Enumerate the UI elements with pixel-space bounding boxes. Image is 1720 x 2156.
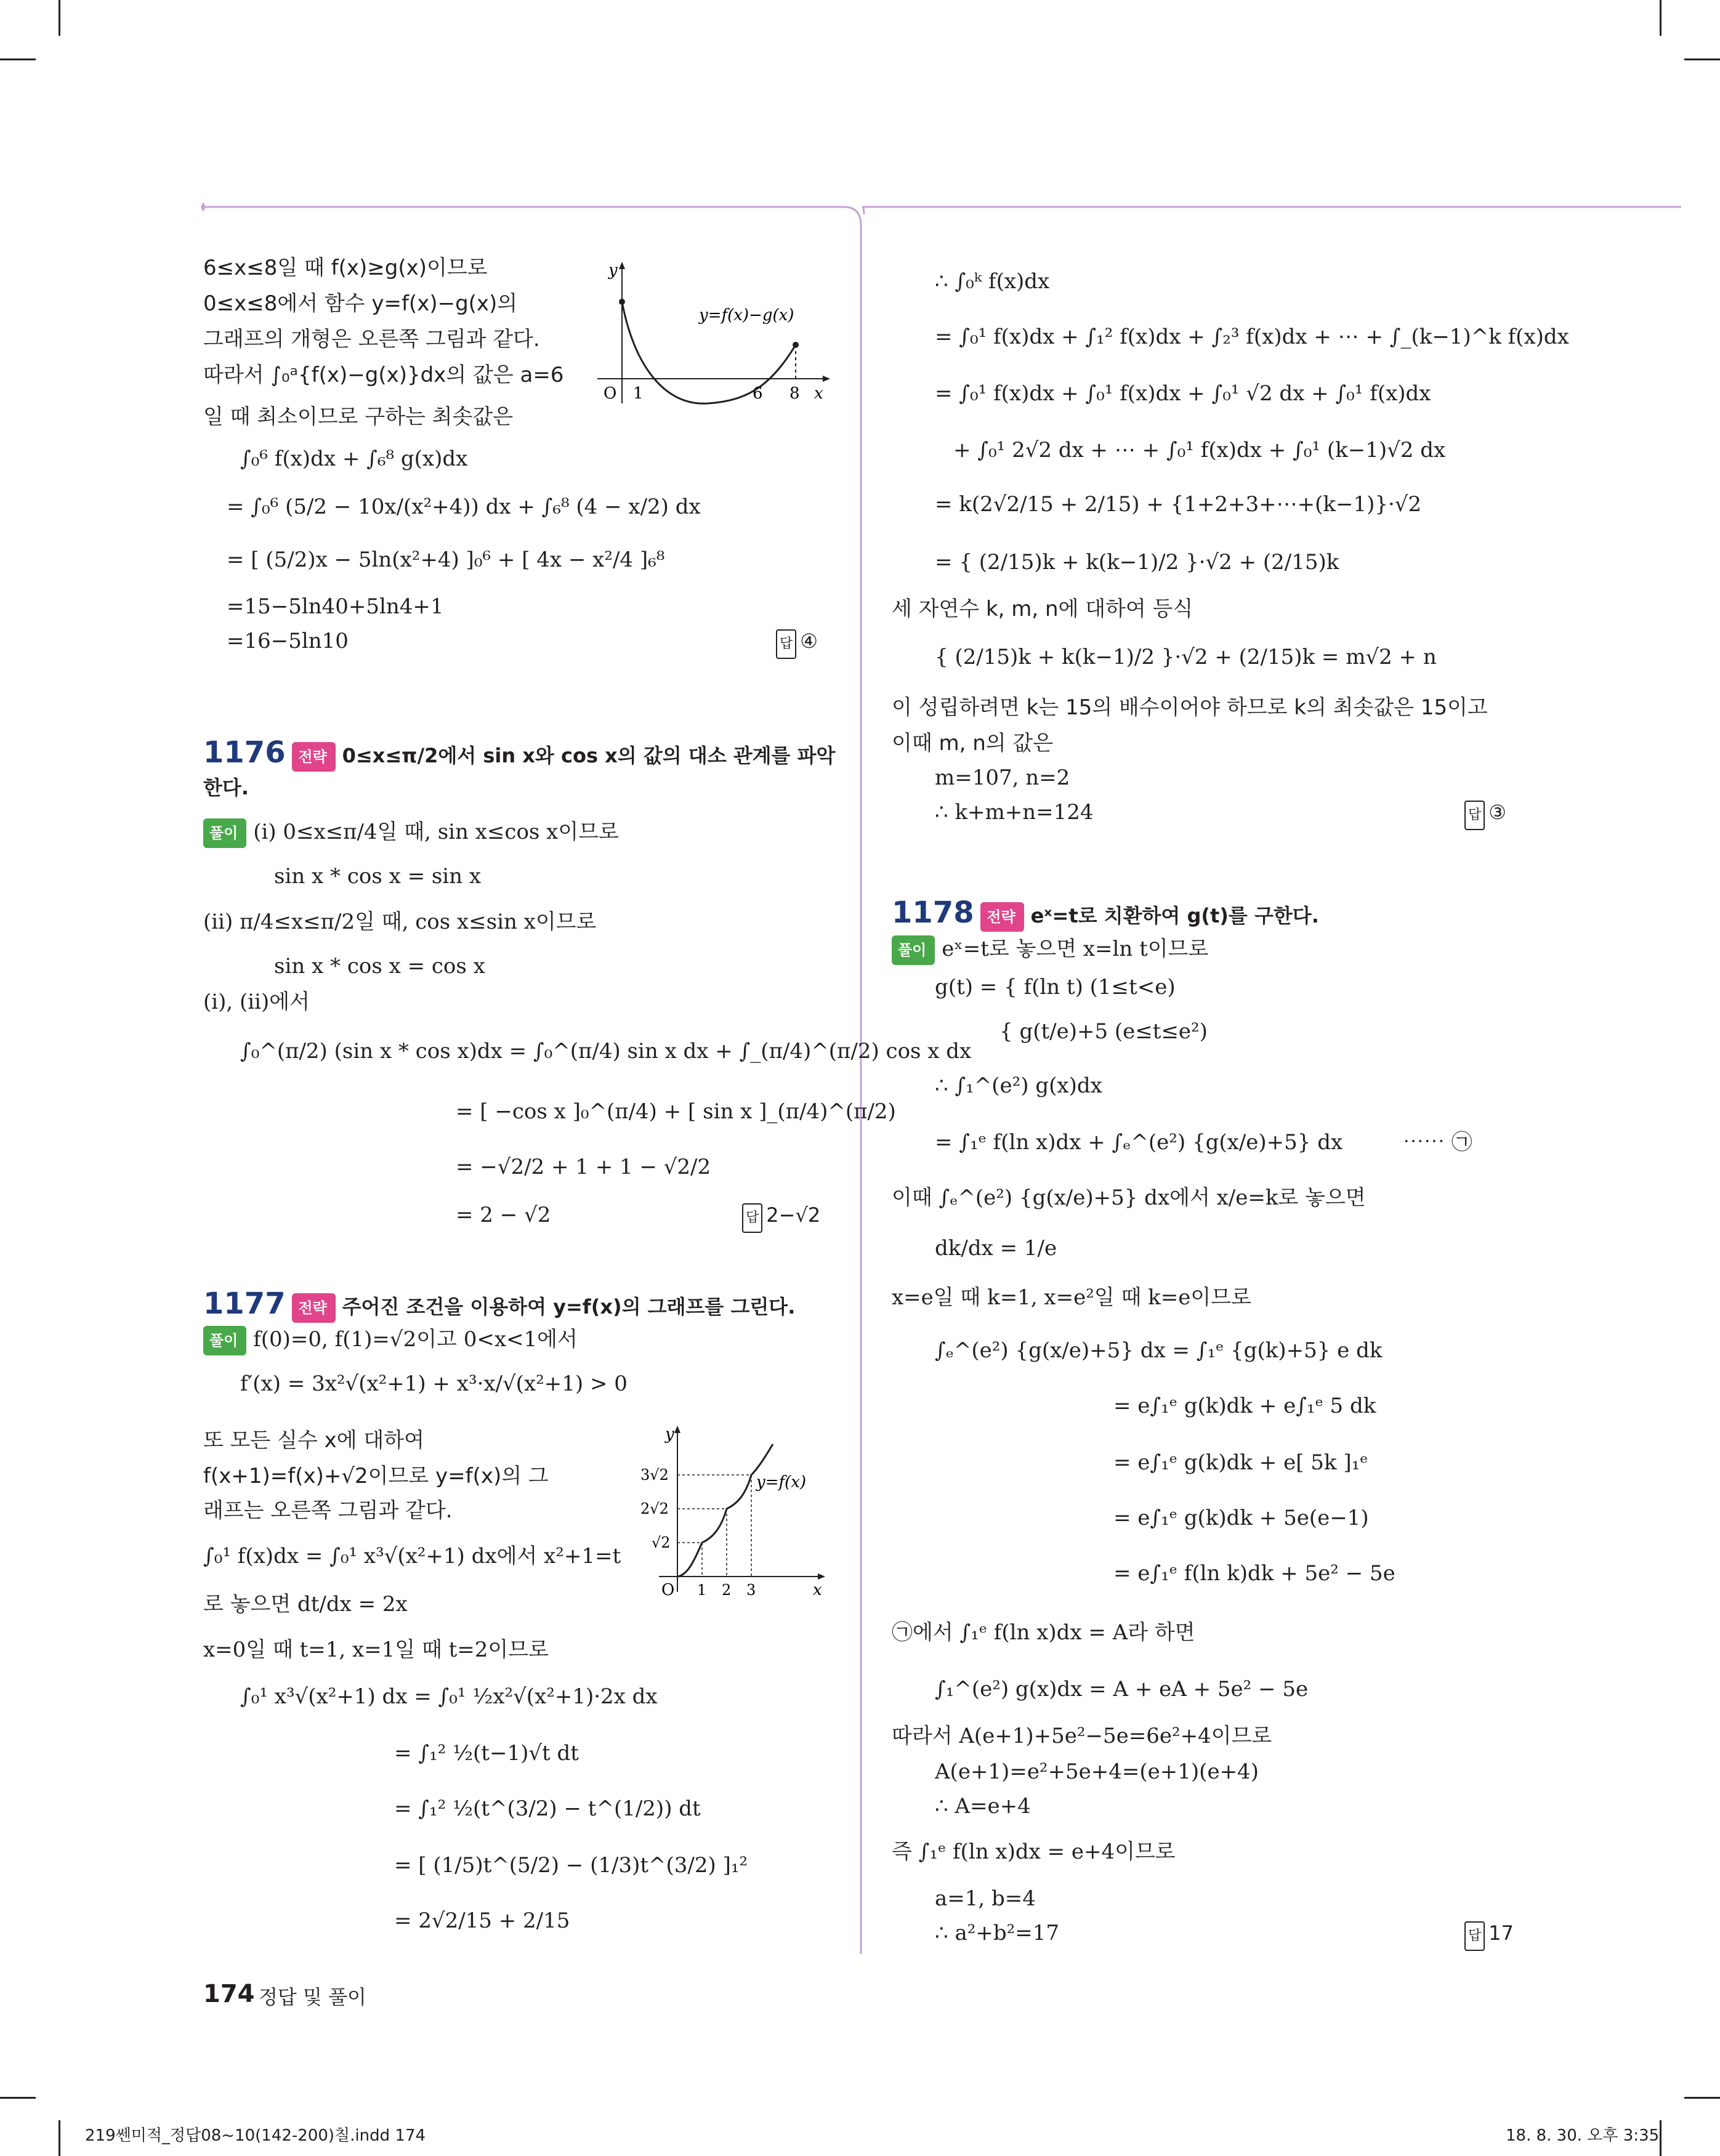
strategy-text: eˣ=t로 치환하여 g(t)를 구한다. bbox=[1030, 904, 1319, 927]
axis-label: x bbox=[813, 1581, 822, 1599]
math-line: = e∫₁ᵉ f(ln k)dk + 5e² − 5e bbox=[1113, 1561, 1395, 1586]
strategy-tag: 전략 bbox=[980, 902, 1024, 932]
graph-f-minus-g bbox=[597, 262, 831, 416]
text-line: 또 모든 실수 x에 대하여 bbox=[203, 1428, 424, 1453]
problem-header bbox=[892, 895, 1319, 932]
footer-title: 정답 및 풀이 bbox=[259, 1985, 366, 2009]
crop-mark bbox=[59, 2120, 60, 2156]
tick-label: 8 bbox=[789, 384, 800, 403]
tick-label: 1 bbox=[697, 1581, 707, 1599]
math-line: { (2/15)k + k(k−1)/2 }·√2 + (2/15)k = m√2 + n bbox=[935, 645, 1437, 669]
math-line: = { (2/15)k + k(k−1)/2 }·√2 + (2/15)k bbox=[935, 550, 1339, 575]
math-line: (ⅰ), (ⅱ)에서 bbox=[203, 990, 310, 1014]
tick-label: 6 bbox=[753, 384, 763, 403]
problem-number: 1178 bbox=[892, 895, 974, 930]
math-line: (ⅱ) π/4≤x≤π/2일 때, cos x≤sin x이므로 bbox=[203, 910, 597, 934]
math-line: sin x * cos x = sin x bbox=[274, 864, 482, 889]
problem-number: 1177 bbox=[203, 1286, 286, 1321]
slug-date: 18. 8. 30. 오후 3:35 bbox=[1506, 2126, 1660, 2145]
math-line: sin x * cos x = cos x bbox=[274, 954, 485, 979]
text-line: 6≤x≤8일 때 f(x)≥g(x)이므로 bbox=[203, 256, 488, 280]
text-line: 이 성립하려면 k는 15의 배수이어야 하므로 k의 최솟값은 15이고 bbox=[892, 695, 1488, 720]
answer-mark: 답 17 bbox=[1464, 1920, 1514, 1951]
answer-tag: 답 bbox=[1464, 801, 1485, 830]
problem-header bbox=[203, 735, 836, 772]
tick-label: 2√2 bbox=[640, 1500, 669, 1517]
math-line: = k(2√2/15 + 2/15) + {1+2+3+⋯+(k−1)}·√2 bbox=[935, 492, 1422, 517]
math-line: = e∫₁ᵉ g(k)dk + e[ 5k ]₁ᵉ bbox=[1113, 1450, 1368, 1475]
crop-mark bbox=[1660, 2120, 1661, 2156]
text-line: 0≤x≤8에서 함수 y=f(x)−g(x)의 bbox=[203, 291, 518, 316]
math-line: = [ −cos x ]₀^(π/4) + [ sin x ]_(π/4)^(π/2) bbox=[456, 1099, 896, 1124]
text-line: 세 자연수 k, m, n에 대하여 등식 bbox=[892, 597, 1193, 621]
tick-label: 3 bbox=[746, 1581, 756, 1599]
math-line: = e∫₁ᵉ g(k)dk + 5e(e−1) bbox=[1113, 1506, 1369, 1530]
math-line: 이때 ∫ₑ^(e²) {g(x/e)+5} dx에서 x/e=k로 놓으면 bbox=[892, 1185, 1366, 1210]
origin-label: O bbox=[604, 384, 617, 403]
solution-tag: 풀이 bbox=[892, 935, 935, 965]
math-line: m=107, n=2 bbox=[935, 765, 1070, 790]
answer-mark: 답 ④ bbox=[776, 628, 818, 659]
math-line: 로 놓으면 dt/dx = 2x bbox=[203, 1592, 408, 1617]
origin-label: O bbox=[661, 1581, 675, 1599]
math-line: x=e일 때 k=1, x=e²일 때 k=e이므로 bbox=[892, 1285, 1251, 1310]
math-line: 즉 ∫₁ᵉ f(ln x)dx = e+4이므로 bbox=[892, 1839, 1176, 1864]
tick-label: 1 bbox=[633, 384, 644, 403]
math-line: f′(x) = 3x²√(x²+1) + x³·x/√(x²+1) > 0 bbox=[240, 1371, 628, 1396]
tick-label: 3√2 bbox=[640, 1466, 669, 1484]
answer-mark: 답 2−√2 bbox=[742, 1201, 820, 1233]
math-line: = [ (1/5)t^(5/2) − (1/3)t^(3/2) ]₁² bbox=[394, 1853, 748, 1878]
math-line: = ∫₁² ½(t^(3/2) − t^(1/2)) dt bbox=[394, 1796, 701, 1821]
math-line: = ∫₁ᵉ f(ln x)dx + ∫ₑ^(e²) {g(x/e)+5} dx bbox=[935, 1130, 1343, 1155]
text-line: 래프는 오른쪽 그림과 같다. bbox=[203, 1498, 453, 1523]
solution-tag: 풀이 bbox=[203, 1326, 246, 1355]
math-line: A(e+1)=e²+5e+4=(e+1)(e+4) bbox=[935, 1759, 1259, 1784]
answer-tag: 답 bbox=[742, 1203, 762, 1233]
crop-mark bbox=[1660, 0, 1661, 36]
page-number: 174 bbox=[203, 1980, 255, 2008]
slug-file: 219쎈미적_정답08~10(142-200)칠.indd 174 bbox=[85, 2126, 426, 2145]
math-line: ∫ₑ^(e²) {g(x/e)+5} dx = ∫₁ᵉ {g(k)+5} e dk bbox=[935, 1338, 1383, 1363]
math-line: =15−5ln40+5ln4+1 bbox=[227, 594, 444, 619]
math-line: + ∫₀¹ 2√2 dx + ⋯ + ∫₀¹ f(x)dx + ∫₀¹ (k−1)√2 dx bbox=[953, 438, 1446, 462]
text-line: 일 때 최소이므로 구하는 최솟값은 bbox=[203, 405, 514, 429]
answer-mark: 답 ③ bbox=[1464, 799, 1506, 830]
answer-tag: 답 bbox=[1464, 1921, 1485, 1951]
strategy-tag: 전략 bbox=[292, 1293, 335, 1323]
math-line: = ∫₀¹ f(x)dx + ∫₁² f(x)dx + ∫₂³ f(x)dx + ⋯ + ∫_(k−1)^k f(x)dx bbox=[935, 325, 1569, 349]
math-line: 따라서 A(e+1)+5e²−5e=6e²+4이므로 bbox=[892, 1724, 1272, 1748]
math-line: = −√2/2 + 1 + 1 − √2/2 bbox=[456, 1155, 711, 1179]
math-line: =16−5ln10 bbox=[227, 629, 349, 653]
solution-line: 풀이 eˣ=t로 놓으면 x=ln t이므로 bbox=[892, 935, 1208, 965]
math-line: g(t) = { f(ln t) (1≤t<e) bbox=[935, 975, 1176, 999]
math-line: = ∫₁² ½(t−1)√t dt bbox=[394, 1741, 579, 1766]
strategy-text: 한다. bbox=[203, 776, 249, 799]
math-line: a=1, b=4 bbox=[935, 1886, 1036, 1911]
math-line: x=0일 때 t=1, x=1일 때 t=2이므로 bbox=[203, 1637, 549, 1662]
math-line: = 2√2/15 + 2/15 bbox=[394, 1908, 570, 1933]
crop-mark bbox=[59, 0, 60, 36]
strategy-tag: 전략 bbox=[292, 742, 335, 772]
strategy-text: 0≤x≤π/2에서 sin x와 cos x의 값의 대소 관계를 파악 bbox=[342, 744, 836, 767]
math-line: ∴ ∫₁^(e²) g(x)dx bbox=[935, 1073, 1102, 1098]
curve-label: y=f(x)−g(x) bbox=[699, 306, 794, 325]
problem-number: 1176 bbox=[203, 735, 286, 770]
text-line: 이때 m, n의 값은 bbox=[892, 731, 1054, 756]
math-line: ∫₁^(e²) g(x)dx = A + eA + 5e² − 5e bbox=[935, 1677, 1309, 1702]
tick-label: √2 bbox=[652, 1534, 671, 1551]
text-line: f(x+1)=f(x)+√2이므로 y=f(x)의 그 bbox=[203, 1464, 549, 1488]
math-line: { g(t/e)+5 (e≤t≤e²) bbox=[999, 1019, 1208, 1044]
math-line: ∫₀¹ f(x)dx = ∫₀¹ x³√(x²+1) dx에서 x²+1=t bbox=[203, 1544, 621, 1569]
math-line: ∫₀⁶ f(x)dx + ∫₆⁸ g(x)dx bbox=[240, 446, 468, 471]
equation-marker: ⋯⋯ ㉠ bbox=[1403, 1130, 1472, 1155]
math-line: ∴ k+m+n=124 bbox=[935, 800, 1094, 825]
math-line: dk/dx = 1/e bbox=[935, 1236, 1057, 1261]
solution-tag: 풀이 bbox=[203, 818, 246, 848]
crop-mark bbox=[0, 59, 36, 60]
math-line: = 2 − √2 bbox=[456, 1203, 551, 1227]
math-line: = [ (5/2)x − 5ln(x²+4) ]₀⁶ + [ 4x − x²/4 ]₆⁸ bbox=[227, 547, 665, 572]
curve-label: y=f(x) bbox=[756, 1473, 807, 1492]
math-line: = ∫₀⁶ (5/2 − 10x/(x²+4)) dx + ∫₆⁸ (4 − x/2) dx bbox=[227, 495, 701, 519]
math-line: ∫₀¹ x³√(x²+1) dx = ∫₀¹ ½x²√(x²+1)·2x dx bbox=[240, 1684, 658, 1709]
tick-label: 2 bbox=[722, 1581, 732, 1599]
axis-label: x bbox=[814, 384, 823, 403]
math-line: ∴ ∫₀ᵏ f(x)dx bbox=[935, 269, 1050, 294]
axis-label: y bbox=[665, 1426, 674, 1443]
answer-tag: 답 bbox=[776, 629, 796, 659]
strategy-text: 주어진 조건을 이용하여 y=f(x)의 그래프를 그린다. bbox=[342, 1295, 796, 1318]
text-line: 그래프의 개형은 오른쪽 그림과 같다. bbox=[203, 327, 540, 352]
math-line: = e∫₁ᵉ g(k)dk + e∫₁ᵉ 5 dk bbox=[1113, 1394, 1376, 1418]
crop-mark bbox=[0, 2097, 36, 2099]
math-line: ㉠에서 ∫₁ᵉ f(ln x)dx = A라 하면 bbox=[892, 1620, 1195, 1645]
math-line: ∴ A=e+4 bbox=[935, 1794, 1031, 1819]
crop-mark bbox=[1684, 2097, 1720, 2099]
solution-line: 풀이 (ⅰ) 0≤x≤π/4일 때, sin x≤cos x이므로 bbox=[203, 818, 619, 848]
graph-f bbox=[634, 1426, 831, 1610]
text-line: 따라서 ∫₀ᵃ{f(x)−g(x)}dx의 값은 a=6 bbox=[203, 363, 564, 387]
solution-line: 풀이 f(0)=0, f(1)=√2이고 0<x<1에서 bbox=[203, 1326, 578, 1355]
problem-header bbox=[203, 1286, 796, 1323]
axis-label: y bbox=[608, 262, 618, 280]
math-line: = ∫₀¹ f(x)dx + ∫₀¹ f(x)dx + ∫₀¹ √2 dx + ∫₀¹ f(x)dx bbox=[935, 381, 1431, 406]
math-line: ∴ a²+b²=17 bbox=[935, 1921, 1059, 1945]
math-line: ∫₀^(π/2) (sin x * cos x)dx = ∫₀^(π/4) sin x dx + ∫_(π/4)^(π/2) cos x dx bbox=[240, 1039, 972, 1064]
crop-mark bbox=[1684, 59, 1720, 60]
